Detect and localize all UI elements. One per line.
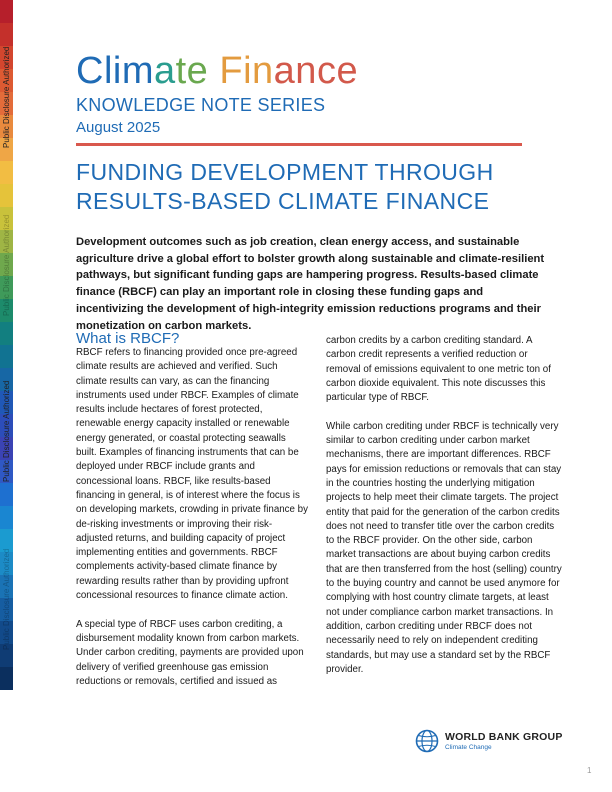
disclosure-stamp: Public Disclosure Authorized [2, 214, 11, 316]
paragraph: A special type of RBCF uses carbon crediting, a disbursement modality known from carbon markets. Under carbon crediting, payments are provided upon delivery of verified greenhouse gas emission reductions or removals, certified and issued as [76, 618, 304, 687]
paragraph: carbon credits by a carbon crediting standard. A carbon credit represents a verified reduction or removal of emissions equivalent to one metric ton of carbon dioxide equivalent. This note discusses this particular type of RBCF. [326, 335, 551, 404]
body-column-left [76, 346, 308, 689]
logo-wordmark: WORLD BANK GROUP [445, 731, 563, 743]
section-heading: What is RBCF? [76, 330, 180, 347]
world-bank-logo [415, 729, 563, 753]
intro-paragraph: Development outcomes such as job creation, clean energy access, and sustainable agriculture drive a global effort to bolster growth along sustainable and climate-resilient pathways, but significant funding gaps are hampering progress. Results-based climate finance (RBCF) can play an important role in closing these funding gaps and incentivizing the development of high-integrity emission reductions programs and their monetization on carbon markets. [76, 236, 545, 332]
title-part: a [153, 50, 176, 92]
stripe-segment [0, 483, 13, 506]
title-part: Fin [219, 50, 274, 92]
disclosure-stamp: Public Disclosure Authorized [2, 380, 11, 482]
disclosure-stamp: Public Disclosure Authorized [2, 548, 11, 650]
logo-subtitle: Climate Change [445, 744, 492, 751]
series-label: KNOWLEDGE NOTE SERIES [76, 95, 326, 115]
title-part: Clim [76, 50, 154, 92]
paragraph: RBCF refers to financing provided once pre-agreed climate results are achieved and verified. Such climate results can vary, as can the financing instruments used under RBCF. Examples of climate results include hectares of forest protected, renewable energy capacity installed or renewable energy generated, or coastal protecting seawalls built. Examples of financing instruments that can be deployed under RBCF include grants and concessional loans. RBCF, like results-based financing in general, is of interest where the focus is on developing markets, crowding in private finance by de-risking investments or improving their risk-adjusted returns, and building capacity of project implementing entities and governments. RBCF complements activity-based climate finance by rewarding results rather than by providing upfront concessional resources to finance climate action. [76, 347, 308, 602]
paragraph: While carbon crediting under RBCF is technically very similar to carbon crediting under carbon market mechanisms, there are important differences. RBCF pays for emission reductions or removals that can stay in the countries hosting the underlying mitigation projects to help meet their climate targets. The project entity that paid for the generation of the carbon credits does not need to transfer title over the carbon credits to the RBCF provider. On the other side, carbon market transactions are about buying carbon credits that are then transferred from the host (selling) country to the buying country and cannot be used anymore for complying with host country climate targets, at least not under compliance carbon market transactions. In addition, carbon crediting under RBCF does not necessarily need to rely on independent crediting standards, but may use a standard set by the RBCF provider. [326, 420, 562, 675]
title-part: ance [273, 50, 359, 92]
page-number: 1 [587, 766, 592, 775]
disclosure-stamp: Public Disclosure Authorized [2, 46, 11, 148]
stripe-segment [0, 667, 13, 690]
title-part: te [175, 50, 220, 92]
globe-icon [415, 729, 439, 753]
publication-date: August 2025 [76, 119, 161, 136]
title-divider [76, 143, 522, 146]
page-headline: FUNDING DEVELOPMENT THROUGH RESULTS-BASED CLIMATE FINANCE [76, 159, 494, 214]
body-column-right [326, 334, 562, 677]
publication-title [76, 50, 358, 92]
